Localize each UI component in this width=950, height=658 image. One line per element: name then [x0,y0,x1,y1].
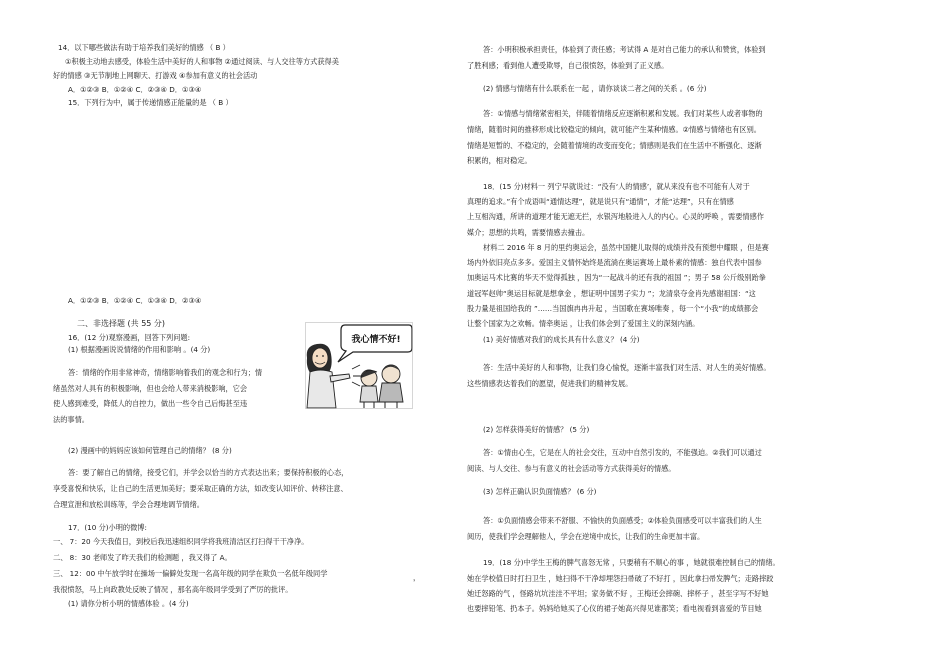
answer-line: 绪虽然对人具有的积极影响，但也会给人带来消极影响，它会 [53,384,248,393]
material-line: 上互相沟通，所讲的道理才能无遮无拦，水银泻地般进入人的内心。心灵的呼唤 ，需要情感作 [467,212,764,221]
answer-line: 享受喜悦和快乐，让自己的生活更加美好；要采取正确的方法，如改变认知评价、转移注意、 [53,484,348,493]
weibo-entry: 我很愤怒，马上向政教处反映了情况 ，那名高年级同学受到了严厉的批评。 [53,585,293,594]
material-line: 也要摔铅笔、扔本子。妈妈给她买了心仪的裙子她高兴得见谁都笑；看电视看到喜爱的节目她 [467,604,762,613]
material-line: 材料二 2016 年 8 月的里约奥运会，虽然中国健儿取得的成绩并没有预想中耀眼 ，但是赛 [483,243,769,252]
answer-line: 情绪，随着时间的推移形成比较稳定的倾向，就可能产生某种情感。②情感与情绪也有区别。 [467,125,761,134]
answer-line: 答：要了解自己的情绪，接受它们，并学会以恰当的方式表达出来；要保持积极的心态， [68,468,349,477]
answer-line: 答：小明积极承担责任，体验到了责任感；考试得 A 是对自己能力的承认和赞赏，体验到 [483,45,766,54]
weibo-entry: 三、 12：00 中午放学时在操场一偏僻处发现一名高年级的同学在欺负一名低年级同学 [53,569,328,578]
answer-line: 答：①情由心生，它是在人的社会交往，互动中自然引发的，不能强迫。②我们可以通过 [483,448,762,457]
material-line: 她迁怒路的气 ，怪路坑坑洼洼不平坦；家务做不好 ，王梅还会摔碗、摔杯子 ，甚至字写不好她 [467,589,769,598]
answer-line: 合理宣泄和放松训练等，学会合理地调节情绪。 [53,500,204,509]
question-17-title: 17．(10 分)小明的微博: [68,523,147,532]
weibo-entry-comma: ， [413,573,421,582]
cartoon-illustration [305,322,413,409]
answer-line: 答：情绪的作用非常神奇，情绪影响着我们的观念和行为；情 [68,368,263,377]
answer-line: 了胜利感；看到他人遭受欺辱，自己很愤怒，体验到了正义感。 [467,61,669,70]
question-16-sub-2: (2) 漫画中的妈妈应该如何管理自己的情绪？ (8 分) [68,446,232,455]
answer-line: 法的事情。 [53,415,89,424]
question-sub: (2) 情感与情绪有什么联系在一起 ，请你谈谈二者之间的关系 。(6 分) [483,84,707,93]
answer-line: 答：生活中美好的人和事物，让我们身心愉悦，逐渐丰富我们对生活、对人生的美好情感。 [483,363,771,372]
question-15-options: A．①②③ B．①②④ C．①③④ D．②③④ [68,296,202,305]
material-line: 真理的追求。”有个成语叫“通情达理”，就是说只有“通情”，才能“达理”，只有在情感 [467,197,734,206]
material-line: 她在学校值日时打扫卫生 ，她扫得不干净却埋怨扫帚破了不好打 ，因此拿扫帚发脾气；走路摔跤 [467,574,774,583]
question-14-stem: 14．以下哪些做法有助于培养我们美好的情感 （ B ） [58,43,230,52]
question-sub: (1) 美好情感对我们的成长具有什么意义？ (4 分) [483,335,640,344]
question-19-stem: 19．(18 分)中学生王梅的脾气喜怒无常 ，只要稍有不顺心的事 ，她就很难控制自己的情绪。 [483,558,780,567]
answer-line: 答：①情感与情绪紧密相关，伴随着情绪反应逐渐积累和发展。我们对某些人或者事物的 [483,109,763,118]
material-line: 场内外依旧亮点多多。爱国主义情怀始终是流淌在奥运赛场上最朴素的情感：独自代表中国参 [467,258,762,267]
question-14-item-line: ①积极主动地去感受，体验生活中美好的人和事物 ②通过阅读、与人交往等方式获得美 [65,57,339,66]
answer-line: 情绪是短暂的、不稳定的，会随着情境的改变而变化；情感则是我们在生活中不断强化、逐渐 [467,141,762,150]
answer-line: 使人感到难受，降低人的自控力，做出一些令自己后悔甚至违 [53,399,248,408]
question-14-item-line: 好的情感 ③无节制地上网聊天、打游戏 ④参加有意义的社会活动 [53,71,258,80]
question-17-sub-1: (1) 请你分析小明的情感体验 。(4 分) [68,599,189,608]
weibo-entry: 二、 8：30 老师发了昨天我们的检测题 ，我又得了 A。 [53,553,232,562]
material-line: 股力量是祖国给我的 ”……当国旗冉冉升起 ，当国歌在赛场唯奏 ，每一个“小我”的成绩都会 [467,304,759,313]
question-18-material: 18．(15 分)材料一 列宁早就说过：“没有‘人的情感’，就从来没有也不可能有人对于 [483,182,750,191]
answer-line: 阅历，使我们学会理解他人，学会在逆境中成长，让我们的生命更加丰富。 [467,532,705,541]
material-line: 道冠军赵帅“奥运目标就是想拿金 ，想证明中国男子实力 ”；龙清泉夺金肖先感谢祖国：“这 [467,289,756,298]
question-sub: (3) 怎样正确认识负面情感？ (6 分) [483,487,597,496]
answer-line: 积累的，相对稳定。 [467,156,532,165]
answer-line: 这些情感表达着我们的愿望，促进我们的精神发展。 [467,379,633,388]
weibo-entry: 一、 7：20 今天我值日，到校后我迅速组织同学将我班清洁区打扫得干干净净。 [53,537,309,546]
question-14-options: A．①②③ B．①②④ C．②③④ D．①③④ [68,85,202,94]
material-line: 媒介；思想的共鸣，需要情感去撞击。 [467,228,590,237]
question-15-stem: 15．下列行为中，属于传递情感正能量的是 （ B ） [68,98,233,107]
material-line: 让整个国家为之欢畅。情牵奥运 ，让我们体会到了爱国主义的深刻内涵。 [467,319,700,328]
question-16-sub-1: (1) 根据漫画说说情绪的作用和影响 。(4 分) [68,345,211,354]
answer-line: 答：①负面情感会带来不舒服、不愉快的负面感受；②体验负面感受可以丰富我们的人生 [483,516,762,525]
answer-line: 阅读、与人交往、参与有意义的社会活动等方式获得美好的情感。 [467,464,676,473]
question-16-title: 16．(12 分)观察漫画，回答下列问题: [68,333,191,342]
material-line: 加奥运马术比赛的华天不觉得孤独 ，因为“一起战斗的还有我的祖国 ”；男子 58 公斤级别跆拳 [467,273,766,282]
speech-bubble-text: 我心情不好! [351,335,401,345]
question-sub: (2) 怎样获得美好的情感？ (5 分) [483,425,590,434]
cartoon-drawing [305,322,413,409]
section-title: 二、非选择题 (共 55 分) [77,319,166,328]
